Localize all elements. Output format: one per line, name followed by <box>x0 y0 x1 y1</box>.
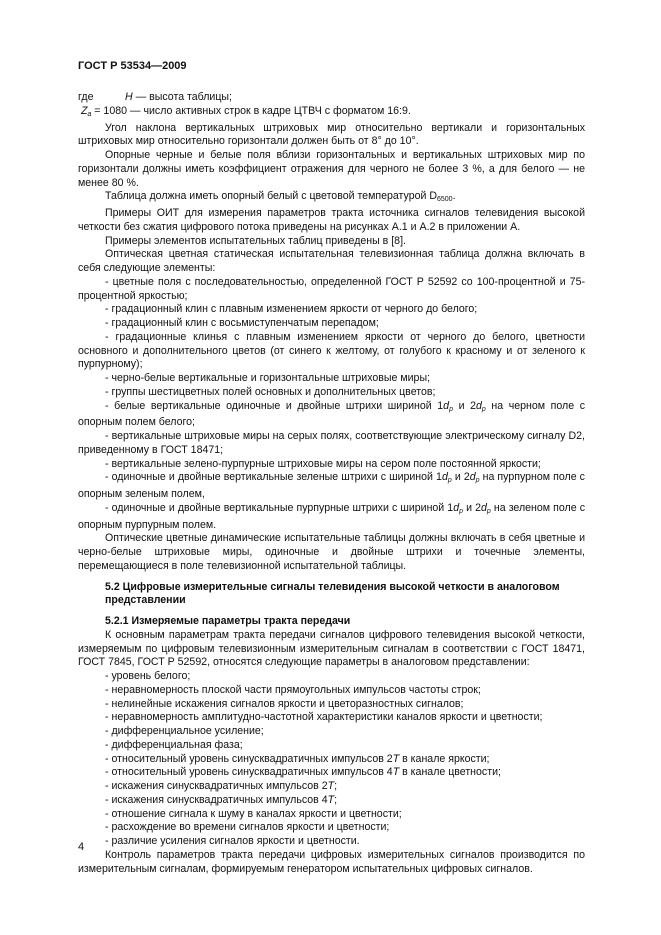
list-item: - расхождение во времени сигналов яркости и цветности; <box>105 821 390 834</box>
list-item: - дифференциальная фаза; <box>105 738 243 751</box>
list-item-green-purple: - вертикальные зелено-пурпурные штриховые миры на сером поле постоянной яркости; <box>105 457 541 470</box>
where-h-definition: H — высота таблицы; <box>125 91 232 103</box>
section-heading-5-2-1: 5.2.1 Измеряемые параметры тракта передачи <box>105 615 351 627</box>
list-item: - цветные поля с последовательностью, определенной ГОСТ Р 52592 со 100-процентной и 75-процентной яркостью; <box>78 275 585 302</box>
list-item: - нелинейные искажения сигналов яркости и цветоразностных сигналов; <box>105 697 464 710</box>
where-h-line <box>78 91 585 105</box>
paragraph-examples-elements: Примеры элементов испытательных таблиц приведены в [8]. <box>105 234 406 247</box>
section-heading-5-2: 5.2 Цифровые измерительные сигналы телевидения высокой четкости в аналоговом представлении <box>105 580 560 607</box>
list-item: - относительный уровень синусквадратичных импульсов 2T в канале яркости; <box>105 752 490 765</box>
paragraph-angle: Угол наклона вертикальных штриховых мир относительно вертикали и горизонтальных штриховых мир относительно горизонтали должен быть от 8° до 10°. <box>78 121 585 148</box>
list-item: - различие усиления сигналов яркости и цветности. <box>105 835 360 847</box>
standard-header: ГОСТ Р 53534—2009 <box>78 60 187 72</box>
paragraph-parameters: К основным параметрам тракта передачи сигналов цифрового телевидения высокой четкости, измеряемым по цифровым телевизионным измерительным сигналам в соответствии с ГОСТ 18471, ГОСТ 7845, ГОСТ Р 52592, относятся следующие параметры в аналоговом представлении: <box>78 628 585 669</box>
list-item: - черно-белые вертикальные и горизонтальные штриховые миры; <box>105 372 431 384</box>
list-item: - неравномерность плоской части прямоугольных импульсов частоты строк; <box>105 683 481 696</box>
list-item-green-strokes: - одиночные и двойные вертикальные зеленые штрихи с шириной $1d_p$ и $2d_p$ на пурпурном поле с опорным зеленым полем, <box>78 471 585 500</box>
list-item-gray-fields: - вертикальные штриховые миры на серых полях, соответствующие электрическому сигналу D2, приведенному в ГОСТ 18471; <box>78 430 585 456</box>
list-item: - градационный клин с восьмиступенчатым перепадом; <box>105 317 379 329</box>
list-item: - искажения синусквадратичных импульсов 4T; <box>105 793 338 806</box>
paragraph-static-table: Оптическая цветная статическая испытательная телевизионная таблица должна включать в себя следующие элементы: <box>78 248 585 274</box>
page-content <box>78 91 585 876</box>
list-item: - градационный клин с плавным изменением яркости от черного до белого; <box>105 303 478 316</box>
list-item: - дифференциальное усиление; <box>105 725 264 737</box>
list-item: - отношение сигнала к шуму в каналах яркости и цветности; <box>105 807 402 820</box>
page-number: 4 <box>78 841 85 853</box>
list-item: - искажения синусквадратичных импульсов 2T; <box>105 780 338 792</box>
list-item-purple-strokes: - одиночные и двойные вертикальные пурпурные штрихи с шириной $1d_p$ и $2d_p$ на зеленом поле с опорным пурпурным полем. <box>78 501 585 531</box>
list-item: - неравномерность амплитудно-частотной характеристики каналов яркости и цветности; <box>105 711 543 724</box>
list-item: - относительный уровень синусквадратичных импульсов 4T в канале цветности; <box>105 766 501 779</box>
where-label: где <box>78 91 94 103</box>
paragraph-dynamic-tables: Оптические цветные динамические испытательные таблицы должны включать в себя цветные и черно-белые штриховые миры, одиночные и двойные штрихи и точечные элементы, перемещающиеся в поле телевизионной испытательной таблицы. <box>78 532 585 572</box>
paragraph-control: Контроль параметров тракта передачи цифровых измерительных сигналов производится по измерительным сигналам, формируемым генератором испытательных цифровых сигналов. <box>78 848 585 875</box>
where-z-line: $Z_a = 1080$ — число активных строк в кадре ЦТВЧ с форматом 16:9. <box>80 104 411 118</box>
list-item: - группы шестицветных полей основных и дополнительных цветов; <box>105 385 436 398</box>
paragraph-examples-oit: Примеры ОИТ для измерения параметров тракта источника сигналов телевидения высокой четкости без сжатия цифрового потока приведены на рисунках А.1 и А.2 в приложении А. <box>78 207 585 233</box>
paragraph-white-reference: Таблица должна иметь опорный белый с цветовой температурой $D_{6500}$. <box>105 190 456 204</box>
list-item: - градационные клинья с плавным изменением яркости от черного до белого, цветности основного и дополнительного цветов (от синего к желтому, от голубого к красному и от зеленого к пурпурному); <box>78 330 585 371</box>
list-item-white-strokes: - белые вертикальные одиночные и двойные штрихи шириной $1d_p$ и $2d_p$ на черном поле с опорным полем белого; <box>78 399 586 429</box>
list-item: - уровень белого; <box>105 670 191 682</box>
paragraph-reflectance: Опорные черные и белые поля вблизи горизонтальных и вертикальных штриховых мир по горизонтали должны иметь коэффициент отражения для черного не более 3 %, а для белого — не менее 80 %. <box>78 149 585 189</box>
